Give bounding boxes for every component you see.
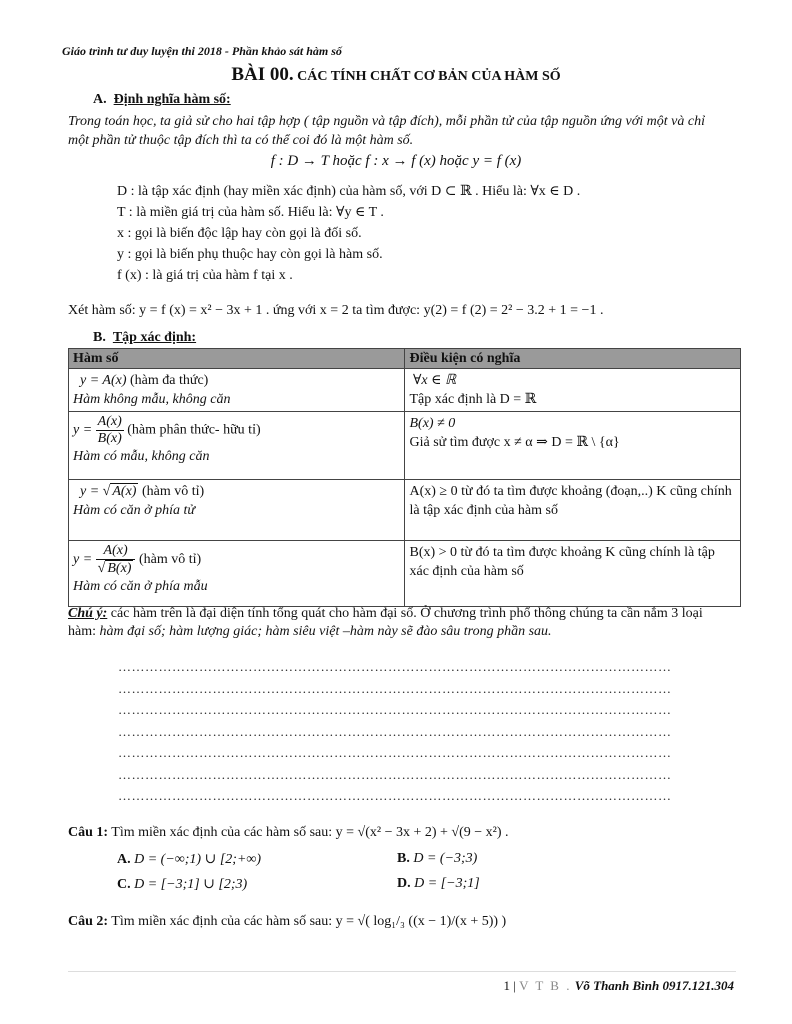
section-a-heading: A. Định nghĩa hàm số: <box>93 92 231 107</box>
condition-cell: B(x) ≠ 0 Giả sử tìm được x ≠ α ⇒ D = ℝ \ {α} <box>405 412 741 480</box>
condition-cell: ∀x ∈ ℝ Tập xác định là D = ℝ <box>405 369 741 412</box>
example-line: Xét hàm số: y = f (x) = x² − 3x + 1 . ứng với x = 2 ta tìm được: y(2) = f (2) = 2² − 3.2 + 1 = −1 . <box>68 303 604 318</box>
function-cell: y = A(x) (hàm đa thức) Hàm không mẫu, không căn <box>69 369 405 412</box>
condition-cell: A(x) ≥ 0 từ đó ta tìm được khoảng (đoạn,..) K cũng chính là tập xác định của hàm số <box>405 480 741 541</box>
option-c[interactable]: C. D = [−3;1] ∪ [2;3) <box>117 877 248 892</box>
table-header-row <box>69 349 741 369</box>
blank-line: …………………………………………………………………………………………………………… <box>118 745 672 760</box>
column-header: Điều kiện có nghĩa <box>405 349 741 369</box>
condition-cell: B(x) > 0 từ đó ta tìm được khoảng K cũng chính là tập xác định của hàm số <box>405 541 741 607</box>
running-header: Giáo trình tư duy luyện thi 2018 - Phần khảo sát hàm số <box>62 44 342 58</box>
lesson-name: CÁC TÍNH CHẤT CƠ BẢN CỦA HÀM SỐ <box>297 69 561 84</box>
footer-divider <box>68 971 736 972</box>
definition-item: y : gọi là biến phụ thuộc hay còn gọi là hàm số. <box>117 247 383 262</box>
table-row <box>69 369 741 412</box>
option-d[interactable]: D. D = [−3;1] <box>397 876 480 891</box>
blank-line: …………………………………………………………………………………………………………… <box>118 702 672 717</box>
lesson-title <box>0 64 792 86</box>
function-cell: y = $\frac{A(x)}{√ B(x)}$ (hàm vô tỉ) Hàm có căn ở phía mẫu <box>69 541 405 607</box>
section-b-heading: B. Tập xác định: <box>93 330 197 345</box>
domain-table <box>68 348 741 607</box>
intro-paragraph: Trong toán học, ta giả sử cho hai tập hợp ( tập nguồn và tập đích), mỗi phần tử của tập nguồn ứng với một và chỉ một phần tử thuộc tập đích thì ta có thể coi đó là một hàm số. <box>68 114 705 148</box>
question-2: Câu 2: Tìm miền xác định của các hàm số sau: y = √( log₁/₃ ((x − 1)/(x + 5)) ) <box>68 914 507 929</box>
function-notation: f : D → T hoặc f : x → f (x) hoặc y = f (x) <box>270 153 522 169</box>
fraction: $\frac{A(x)}{B(x)}$ <box>97 414 122 446</box>
definition-item: D : là tập xác định (hay miền xác định) của hàm số, với D ⊂ ℝ . Hiểu là: ∀x ∈ D . <box>117 184 581 199</box>
table-row <box>69 480 741 541</box>
table-row <box>69 541 741 607</box>
sqrt-icon: √ <box>97 561 106 576</box>
blank-line: …………………………………………………………………………………………………………… <box>118 788 672 803</box>
note-paragraph: Chú ý: các hàm trên là đại diện tính tổng quát cho hàm đại số. Ở chương trình phổ thông chúng ta cần nắm 3 loại hàm: hàm đại số; hàm lượng giác; hàm siêu việt –hàm này sẽ đào sâu trong phần sau. <box>68 606 703 639</box>
function-cell: y = $\frac{A(x)}{B(x)}$ (hàm phân thức- hữu tỉ) Hàm có mẫu, không căn <box>69 412 405 480</box>
blank-line: …………………………………………………………………………………………………………… <box>118 724 672 739</box>
option-a[interactable]: A. D = (−∞;1) ∪ [2;+∞) <box>117 852 262 867</box>
blank-line: …………………………………………………………………………………………………………… <box>118 767 672 782</box>
column-header: Hàm số <box>69 349 405 369</box>
table-row <box>69 412 741 480</box>
blank-line: …………………………………………………………………………………………………………… <box>118 681 672 696</box>
option-b[interactable]: B. D = (−3;3) <box>397 851 478 866</box>
definition-item: f (x) : là giá trị của hàm f tại x . <box>117 268 293 283</box>
definitions-list <box>117 181 580 286</box>
lesson-number: BÀI 00. <box>231 64 294 85</box>
definition-item: x : gọi là biến độc lập hay còn gọi là đối số. <box>117 226 362 241</box>
sqrt-icon: √ <box>102 484 111 499</box>
page-footer: 1 | V T B . Võ Thanh Bình 0917.121.304 <box>503 978 734 993</box>
question-1: Câu 1: Tìm miền xác định của các hàm số sau: y = √(x² − 3x + 2) + √(9 − x²) . <box>68 825 509 840</box>
fraction: $\frac{A(x)}{√ B(x)}$ <box>96 543 136 577</box>
function-cell: y = √ A(x) (hàm vô tỉ) Hàm có căn ở phía tử <box>69 480 405 541</box>
definition-item: T : là miền giá trị của hàm số. Hiểu là: ∀y ∈ T . <box>117 205 384 220</box>
blank-line: …………………………………………………………………………………………………………… <box>118 659 672 674</box>
